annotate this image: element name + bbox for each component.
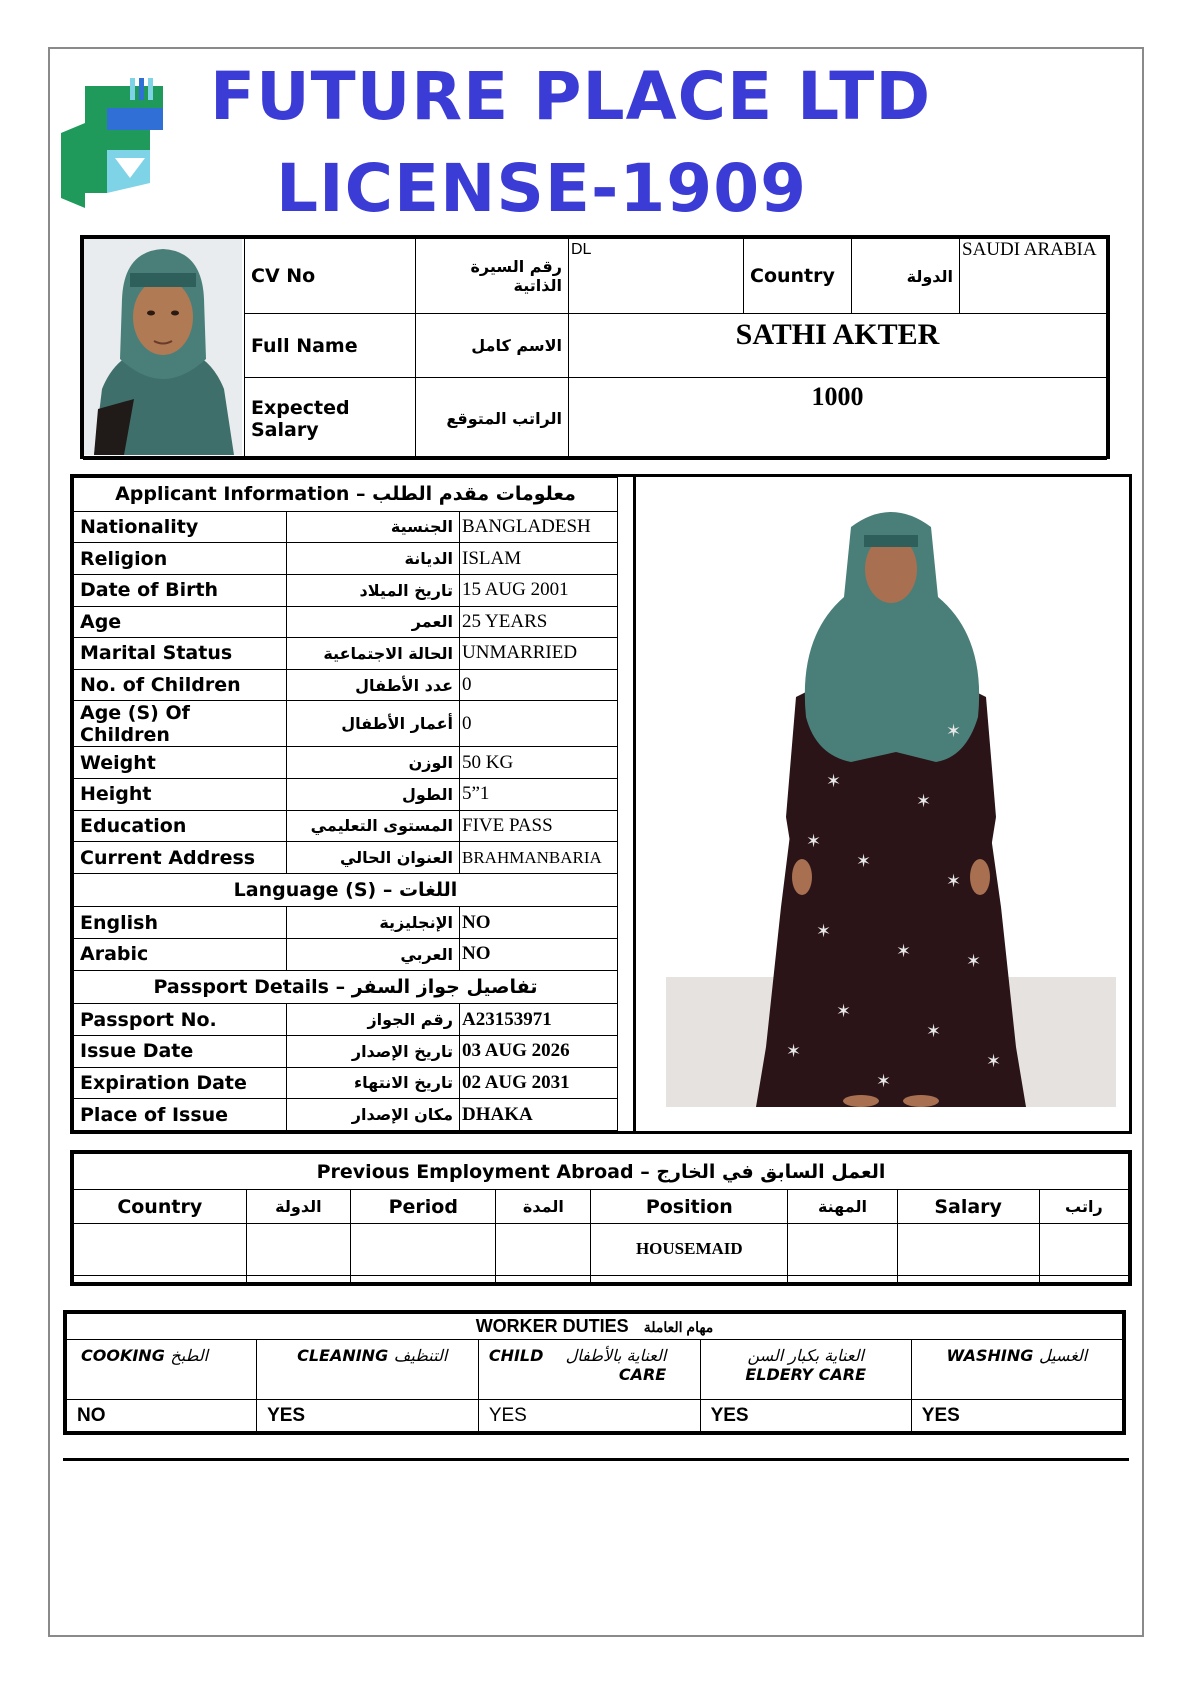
svg-text:✶: ✶ — [946, 871, 962, 892]
row-label: Date of Birth — [74, 574, 287, 606]
row-label: Place of Issue — [74, 1099, 287, 1131]
row-label: Height — [74, 778, 287, 810]
row-label: Expiration Date — [74, 1067, 287, 1099]
dob-value: 15 AUG 2001 — [460, 574, 618, 606]
table-row — [67, 1400, 1123, 1432]
bottom-divider — [63, 1458, 1129, 1461]
cv-no-value: DL — [569, 239, 744, 314]
passport-photo — [84, 239, 245, 460]
passport-no-value: A23153971 — [460, 1004, 618, 1036]
cell — [351, 1275, 496, 1282]
row-label-ar: الوزن — [287, 747, 460, 779]
svg-text:✶: ✶ — [836, 1001, 852, 1022]
svg-text:✶: ✶ — [986, 1051, 1002, 1072]
col-salary: Salary — [897, 1190, 1039, 1224]
expected-salary-label-ar: الراتب المتوقع — [416, 378, 569, 460]
nationality-value: BANGLADESH — [460, 511, 618, 543]
svg-text:✶: ✶ — [916, 791, 932, 812]
arabic-value: NO — [460, 939, 618, 971]
col-salary-ar: راتب — [1039, 1190, 1128, 1224]
position-value: HOUSEMAID — [591, 1224, 788, 1276]
religion-value: ISLAM — [460, 543, 618, 575]
place-of-issue-value: DHAKA — [460, 1099, 618, 1131]
language-title: Language (S) – اللغات — [74, 873, 618, 907]
applicant-info-title: Applicant Information – معلومات مقدم الطلب — [74, 478, 618, 512]
applicant-info-box — [70, 474, 1132, 1134]
cleaning-value: YES — [257, 1400, 479, 1432]
row-label-ar: عدد الأطفال — [287, 669, 460, 701]
table-row — [74, 939, 618, 971]
child-care-value: YES — [478, 1400, 700, 1432]
table-row — [74, 842, 618, 874]
company-name: FUTURE PLACE LTD — [210, 58, 932, 135]
row-label-ar: الديانة — [287, 543, 460, 575]
col-country-ar: الدولة — [246, 1190, 351, 1224]
cell — [74, 1224, 247, 1276]
row-label-ar: الإنجليزية — [287, 907, 460, 939]
applicant-info-table — [73, 477, 618, 1131]
svg-text:✶: ✶ — [926, 1021, 942, 1042]
cell — [74, 1275, 247, 1282]
duty-label-ar: العناية بالأطفال — [565, 1346, 667, 1365]
duty-label: COOKING — [81, 1346, 165, 1365]
expected-salary-value: 1000 — [569, 378, 1107, 460]
cv-no-label-ar: رقم السيرة الذاتية — [416, 239, 569, 314]
full-body-photo — [633, 477, 1129, 1131]
svg-text:✶: ✶ — [816, 921, 832, 942]
table-row — [74, 1036, 618, 1068]
duty-label: WASHING — [946, 1346, 1034, 1365]
row-label: Religion — [74, 543, 287, 575]
cv-summary-box — [80, 235, 1110, 459]
full-name-value: SATHI AKTER — [569, 314, 1107, 378]
row-label-ar: رقم الجواز — [287, 1004, 460, 1036]
svg-text:✶: ✶ — [966, 951, 982, 972]
cell — [246, 1224, 351, 1276]
table-row — [74, 1004, 618, 1036]
country-label-ar: الدولة — [852, 239, 960, 314]
employment-title: Previous Employment Abroad – العمل السابق في الخارج — [74, 1154, 1129, 1190]
full-name-label: Full Name — [245, 314, 416, 378]
col-country: Country — [74, 1190, 247, 1224]
row-label-ar: أعمار الأطفال — [287, 701, 460, 747]
row-label-ar: تاريخ الانتهاء — [287, 1067, 460, 1099]
english-value: NO — [460, 907, 618, 939]
row-label: Issue Date — [74, 1036, 287, 1068]
row-label: Age — [74, 606, 287, 638]
children-count-value: 0 — [460, 669, 618, 701]
issue-date-value: 03 AUG 2026 — [460, 1036, 618, 1068]
cv-no-label: CV No — [245, 239, 416, 314]
row-label-ar: تاريخ الميلاد — [287, 574, 460, 606]
cell — [591, 1275, 788, 1282]
passport-title: Passport Details – تفاصيل جواز السفر — [74, 970, 618, 1004]
col-period: Period — [351, 1190, 496, 1224]
country-value: SAUDI ARABIA — [960, 239, 1107, 314]
row-label-ar: العمر — [287, 606, 460, 638]
country-label: Country — [744, 239, 852, 314]
children-age-value: 0 — [460, 701, 618, 747]
row-label-ar: الحالة الاجتماعية — [287, 638, 460, 670]
age-value: 25 YEARS — [460, 606, 618, 638]
svg-text:✶: ✶ — [856, 851, 872, 872]
row-label-ar: الجنسية — [287, 511, 460, 543]
cell — [496, 1224, 591, 1276]
expiration-date-value: 02 AUG 2031 — [460, 1067, 618, 1099]
table-row — [74, 907, 618, 939]
table-row — [74, 701, 618, 747]
worker-duties-box — [63, 1310, 1126, 1435]
row-label-ar: مكان الإصدار — [287, 1099, 460, 1131]
row-label: Marital Status — [74, 638, 287, 670]
row-label: Age (S) Of Children — [74, 701, 287, 747]
cell — [496, 1275, 591, 1282]
table-row — [74, 606, 618, 638]
svg-text:✶: ✶ — [786, 1041, 802, 1062]
cell — [1039, 1224, 1128, 1276]
duty-label-ar: الطبخ — [170, 1346, 209, 1365]
row-label: Weight — [74, 747, 287, 779]
table-row — [74, 1224, 1129, 1276]
svg-text:✶: ✶ — [896, 941, 912, 962]
col-position-ar: المهنة — [788, 1190, 897, 1224]
row-label-ar: العنوان الحالي — [287, 842, 460, 874]
duty-label: ELDERY CARE — [745, 1365, 867, 1384]
cooking-value: NO — [67, 1400, 257, 1432]
svg-text:✶: ✶ — [826, 771, 842, 792]
table-row — [74, 543, 618, 575]
table-row — [74, 747, 618, 779]
table-row — [74, 511, 618, 543]
height-value: 5”1 — [460, 778, 618, 810]
svg-text:✶: ✶ — [946, 721, 962, 742]
duty-label: CLEANING — [297, 1346, 389, 1365]
license-number: LICENSE-1909 — [276, 150, 808, 227]
company-logo — [55, 78, 163, 214]
duty-washing — [911, 1340, 1122, 1400]
worker-duties-title — [67, 1314, 1123, 1340]
cell — [788, 1275, 897, 1282]
address-value: BRAHMANBARIA — [460, 842, 618, 874]
weight-value: 50 KG — [460, 747, 618, 779]
cell — [897, 1224, 1039, 1276]
table-row — [74, 810, 618, 842]
table-row — [74, 574, 618, 606]
row-label: Current Address — [74, 842, 287, 874]
table-row — [74, 1099, 618, 1131]
duty-elderly-care — [700, 1340, 911, 1400]
table-row — [74, 778, 618, 810]
row-label: Arabic — [74, 939, 287, 971]
cell — [897, 1275, 1039, 1282]
marital-status-value: UNMARRIED — [460, 638, 618, 670]
worker-duties-title-ar: مهام العاملة — [643, 1319, 714, 1335]
col-period-ar: المدة — [496, 1190, 591, 1224]
cell — [788, 1224, 897, 1276]
row-label: Passport No. — [74, 1004, 287, 1036]
cell — [1039, 1275, 1128, 1282]
table-row — [74, 669, 618, 701]
washing-value: YES — [911, 1400, 1122, 1432]
table-row — [74, 1067, 618, 1099]
row-label: English — [74, 907, 287, 939]
cell — [351, 1224, 496, 1276]
row-label-ar: الطول — [287, 778, 460, 810]
duty-child-care — [478, 1340, 700, 1400]
cell — [246, 1275, 351, 1282]
duty-label-ar: التنظيف — [393, 1346, 448, 1365]
row-label: Nationality — [74, 511, 287, 543]
duty-label-ar: الغسيل — [1038, 1346, 1088, 1365]
table-row — [74, 1275, 1129, 1282]
duty-label-ar: العناية بكبار السن — [747, 1346, 864, 1365]
row-label-ar: تاريخ الإصدار — [287, 1036, 460, 1068]
previous-employment-box — [70, 1150, 1132, 1286]
duty-cleaning — [257, 1340, 479, 1400]
full-name-label-ar: الاسم كامل — [416, 314, 569, 378]
row-label-ar: العربي — [287, 939, 460, 971]
row-label: No. of Children — [74, 669, 287, 701]
duty-label: CHILD — [488, 1346, 544, 1365]
elderly-care-value: YES — [700, 1400, 911, 1432]
duty-label-2: CARE — [618, 1365, 667, 1384]
worker-duties-title-en: WORKER DUTIES — [475, 1316, 629, 1336]
row-label-ar: المستوى التعليمي — [287, 810, 460, 842]
col-position: Position — [591, 1190, 788, 1224]
svg-text:✶: ✶ — [806, 831, 822, 852]
expected-salary-label: Expected Salary — [245, 378, 416, 460]
education-value: FIVE PASS — [460, 810, 618, 842]
row-label: Education — [74, 810, 287, 842]
svg-text:✶: ✶ — [876, 1071, 892, 1092]
duty-cooking — [67, 1340, 257, 1400]
table-row — [74, 638, 618, 670]
